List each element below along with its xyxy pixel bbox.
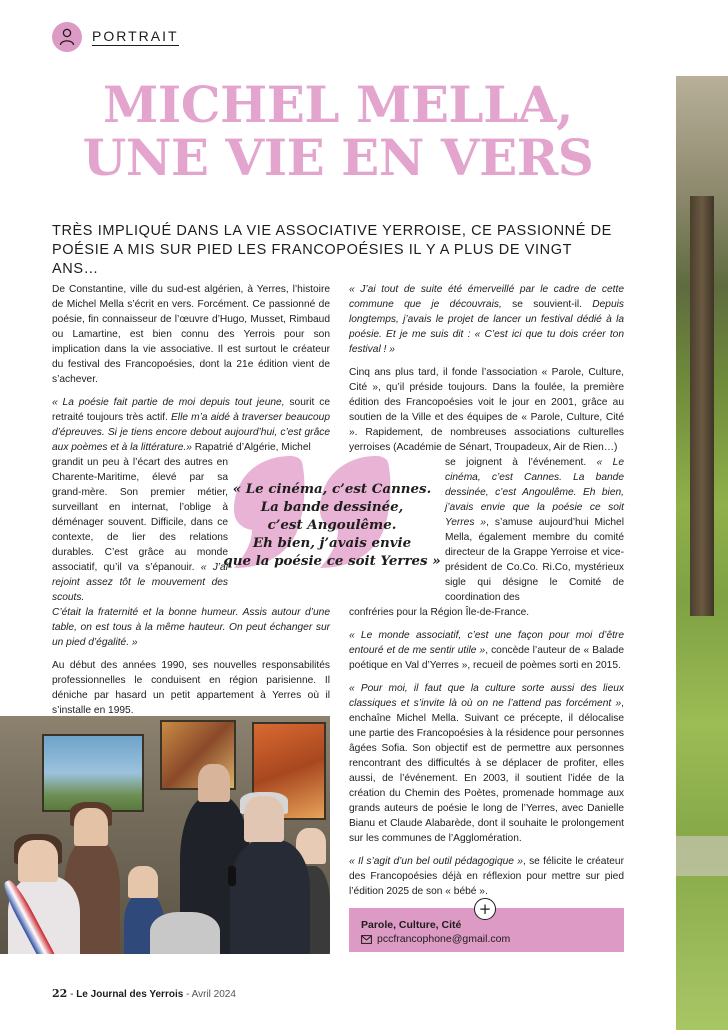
paragraph-narrow: se joignent à l’événement. « Le cinéma, c’est Cannes. La bande dessinée, c’est Angoulême. Eh bien, j’avais envie que la poésie ce soit Yerres », s’amuse aujourd’hui Michel Mella, également membre du comité directeur de la Grappe Yerroise et vice-président de Co.Co. Ri.Co, mystérieux sigle qui désigne le Comité de coordination des	[445, 457, 624, 603]
title-line-1: MICHEL MELLA,	[103, 75, 573, 134]
pull-quote-text: « Le cinéma, c’est Cannes. La bande dessinée, c’est Angoulême. Eh bien, j’avais envie que la poésie ce soit Yerres »	[223, 481, 441, 569]
paragraph: « Le monde associatif, c’est une façon pour moi d’être entouré et de me sentir utile », concède l’auteur de « Balade poétique en Val d’Yerres », recueil de poèmes sorti en 2015.	[349, 630, 624, 671]
paragraph: « La poésie fait partie de moi depuis tout jeune, sourit ce retraité toujours très actif. Elle m’a aidé à traverser beaucoup d’épreuves. Si je tiens encore debout aujourd’hui, c’est grâce aux poèmes et à la littérature.» Rapatrié d’Algérie, Michel	[52, 397, 330, 453]
article-lead: TRÈS IMPLIQUÉ DANS LA VIE ASSOCIATIVE YERROISE, CE PASSIONNÉ DE POÉSIE A MIS SUR PIED LES FRANCOPOÉSIES IL Y A PLUS DE VINGT ANS…	[52, 223, 612, 277]
plus-icon: +	[474, 898, 496, 920]
paragraph: De Constantine, ville du sud-est algérien, à Yerres, l’histoire de Michel Mella s’écrit en vers. Forcément. Ce passionné de poésie, fin connaisseur de l’œuvre d’Hugo, Musset, Rimbaud ou Lamartine, est bien connu des Yerrois pour son implication dans la vie associative. Il est surtout le créateur du festival des Francopoésies, dont la 21e édition vient de s’achever.	[52, 284, 330, 385]
park-path	[676, 836, 728, 876]
column-right	[349, 282, 624, 907]
paragraph: « Il s’agit d’un bel outil pédagogique », se félicite le créateur des Francopoésies déjà en réflexion pour mettre sur pied l’édition 2025 de son « bébé ».	[349, 856, 624, 897]
paragraph: Cinq ans plus tard, il fonde l’association « Parole, Culture, Cité », qu’il préside toujours. Dans la foulée, la première édition des Francopoésies voit le jour en 2001, grâce au soutien de la Ville et des équipes de « Parole, Culture, Cité ». Rapidement, de nombreuses associations culturelles yerroises (Académie de Sénart, Troupadeux, Air de Rien…)	[349, 367, 624, 453]
contact-email-line	[361, 932, 624, 946]
person-icon	[52, 22, 82, 52]
park-photo-edge	[676, 76, 728, 1030]
envelope-icon	[361, 935, 372, 944]
title-line-2: UNE VIE EN VERS	[82, 128, 594, 187]
paragraph-narrow: grandit un peu à l’écart des autres en Charente-Maritime, élevé par sa grand-mère. Son premier métier, surveillant en internat, l’oblige à déménager souvent. Difficile, dans ce contexte, de lier des relations durables. C’est grâce au monde associatif, qu’il va s’épanouir. « J’ai rejoint assez tôt le mouvement des scouts.	[52, 457, 228, 603]
pull-quote	[212, 448, 452, 586]
paragraph: « Pour moi, il faut que la culture sorte aussi des lieux classiques et s’invite là où on ne l’attend pas forcément », enchaîne Michel Mella. Suivant ce précepte, il délocalise une partie des Francopoésies à la résidence pour personnes âgées Sofia. Son objectif est de permettre aux personnes rencontrant des difficultés à se déplacer de profiter, elles aussi, de l’événement. En 2003, il soutient l’idée de la création du Chemin des Poètes, promenade hommage aux grands auteurs de poésie le long de l’Yerres, avec Danielle Bianu et Claude Alabarède, dont il souhaite le prolongement sur les communes de l’Agglomération.	[349, 683, 624, 844]
paragraph: Au début des années 1990, ses nouvelles responsabilités professionnelles le conduisent en région parisienne. Il déniche par hasard un petit appartement à Yerres où il s’installe en 1995.	[52, 660, 330, 716]
contact-title: Parole, Culture, Cité	[361, 919, 462, 931]
paragraph: confréries pour la Région Île-de-France.	[349, 607, 530, 618]
page-footer: 22 - Le Journal des Yerrois - Avril 2024	[52, 987, 236, 1000]
event-photo	[0, 716, 330, 954]
rubric-header	[52, 22, 179, 52]
microphone	[228, 866, 236, 886]
page-number: 22	[52, 987, 68, 1000]
tree-trunk	[690, 196, 714, 616]
issue-date: - Avril 2024	[183, 989, 236, 1000]
paragraph: C’était la fraternité et la bonne humeur. Assis autour d’une table, on est tous à la même hauteur. On peut échanger sur un pied d’égalité. »	[52, 607, 330, 648]
publication-name: Le Journal des Yerrois	[76, 989, 184, 1000]
paragraph: « J’ai tout de suite été émerveillé par le cadre de cette commune que je découvrais, se souvient-il. Depuis longtemps, j’avais le projet de lancer un festival dédié à la poésie. Et je me suis dit : « C’est ici que tu dois créer ton festival ! »	[349, 284, 624, 355]
painting-landscape	[42, 734, 144, 812]
contact-email[interactable]: pccfrancophone@gmail.com	[377, 933, 511, 945]
article-title	[0, 75, 676, 187]
rubric-label: PORTRAIT	[92, 28, 179, 44]
